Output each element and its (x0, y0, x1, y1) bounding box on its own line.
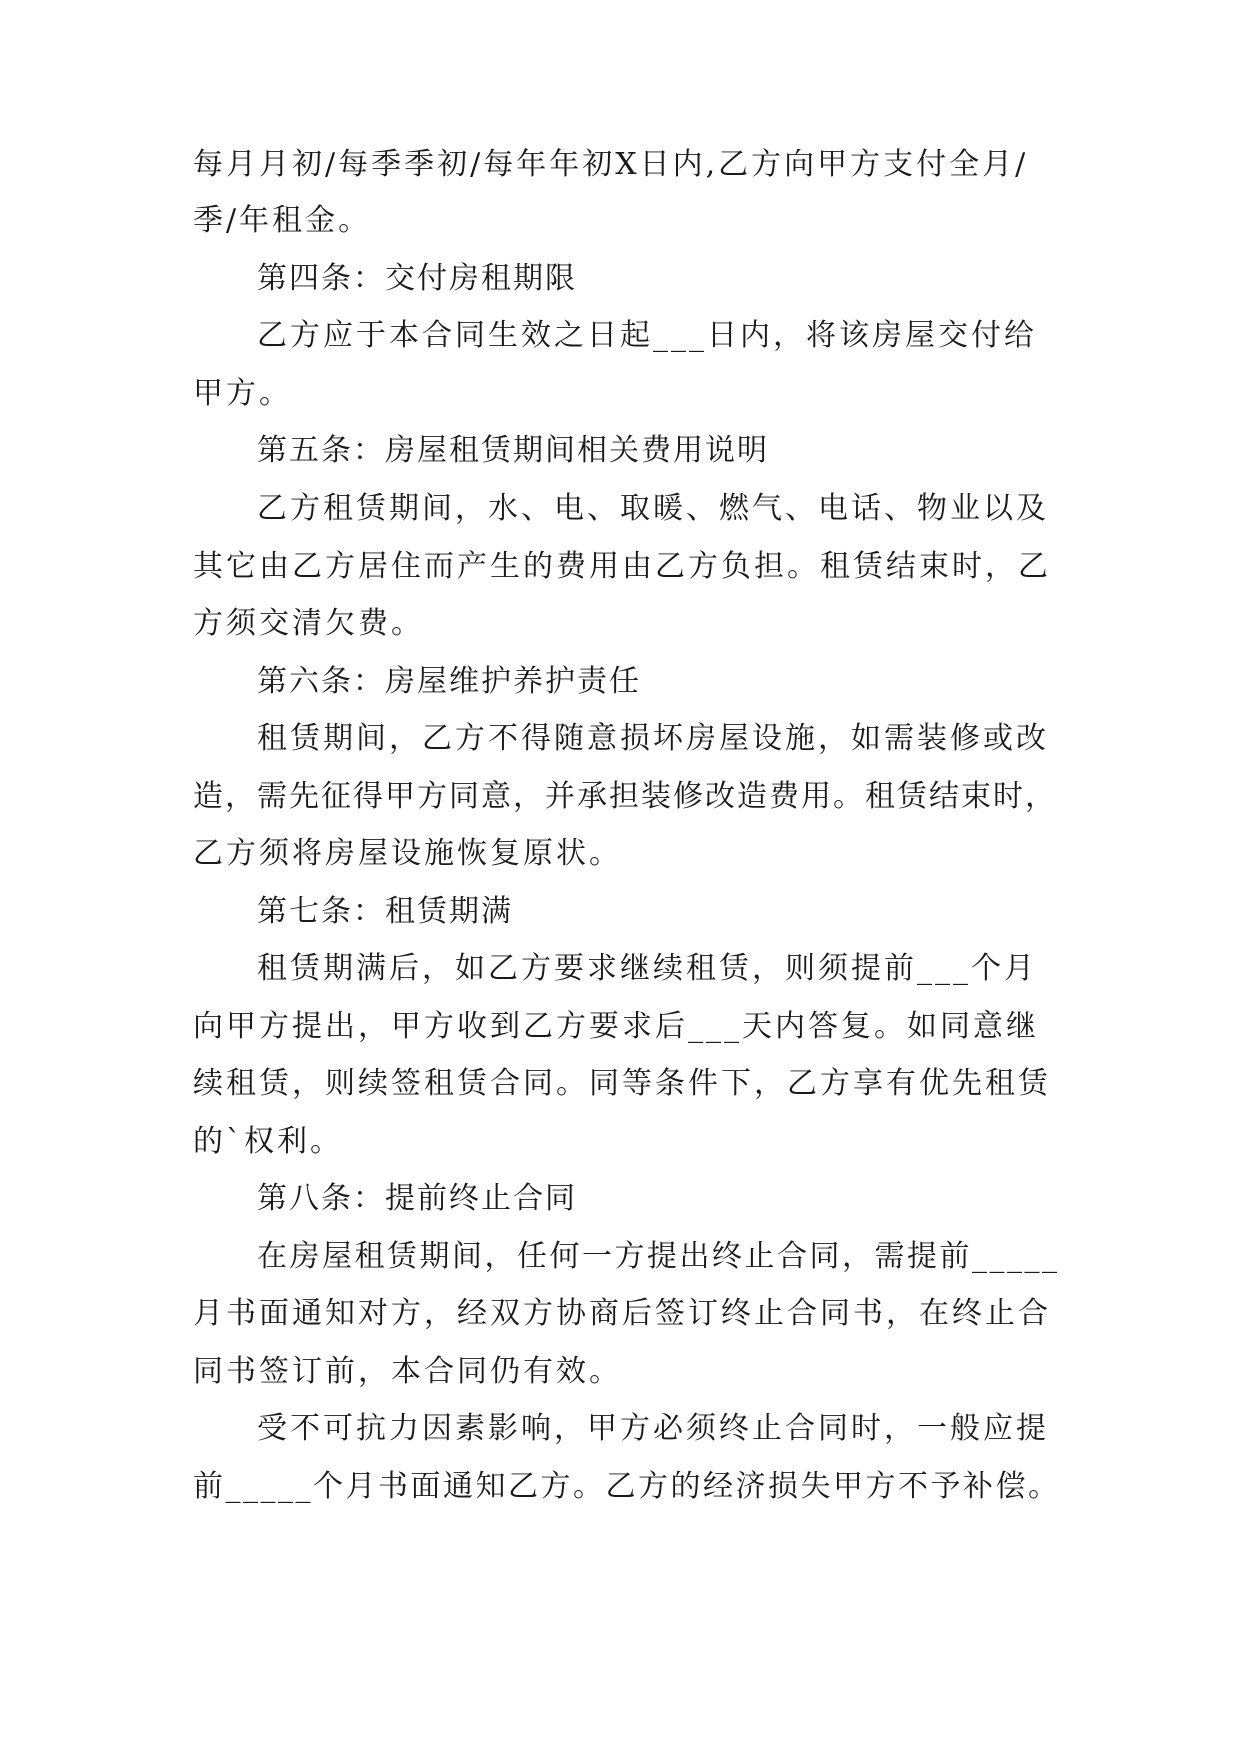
text-line: 受不可抗力因素影响，甲方必须终止合同时，一般应提 (257, 1411, 1049, 1446)
text-line: 向甲方提出，甲方收到乙方要求后___天内答复。如同意继 (193, 1009, 1039, 1044)
text-line: 季/年租金。 (193, 203, 372, 238)
article-4-heading: 第四条：交付房租期限 (257, 261, 577, 296)
article-8-heading: 第八条：提前终止合同 (257, 1181, 577, 1216)
text-line: 月书面通知对方，经双方协商后签订终止合同书，在终止合 (193, 1296, 1051, 1331)
text-line: 甲方。 (193, 376, 292, 411)
text-line: 在房屋租赁期间，任何一方提出终止合同，需提前_____ (257, 1239, 1060, 1274)
text-line: 乙方租赁期间，水、电、取暖、燃气、电话、物业以及 (257, 491, 1049, 526)
text-line: 方须交清欠费。 (193, 606, 424, 641)
text-line: 乙方须将房屋设施恢复原状。 (193, 836, 622, 871)
text-line: 租赁期满后，如乙方要求继续租赁，则须提前___个月 (257, 951, 1037, 986)
text-line: 每月月初/每季季初/每年年初X日内,乙方向甲方支付全月/ (193, 147, 1029, 182)
article-5-heading: 第五条：房屋租赁期间相关费用说明 (257, 433, 769, 468)
article-6-heading: 第六条：房屋维护养护责任 (257, 664, 641, 699)
text-line: 同书签订前，本合同仍有效。 (193, 1354, 622, 1389)
text-line: 其它由乙方居住而产生的费用由乙方负担。租赁结束时，乙 (193, 549, 1051, 584)
text-line: 造，需先征得甲方同意，并承担装修改造费用。租赁结束时， (193, 779, 1057, 814)
text-line: 前_____个月书面通知乙方。乙方的经济损失甲方不予补偿。 (193, 1469, 1061, 1504)
text-line: 租赁期间，乙方不得随意损坏房屋设施，如需装修或改 (257, 721, 1049, 756)
text-line: 续租赁，则续签租赁合同。同等条件下，乙方享有优先租赁 (193, 1066, 1051, 1101)
article-7-heading: 第七条：租赁期满 (257, 894, 513, 929)
text-line: 的`权利。 (193, 1124, 343, 1159)
text-line: 乙方应于本合同生效之日起___日内，将该房屋交付给 (257, 318, 1037, 353)
